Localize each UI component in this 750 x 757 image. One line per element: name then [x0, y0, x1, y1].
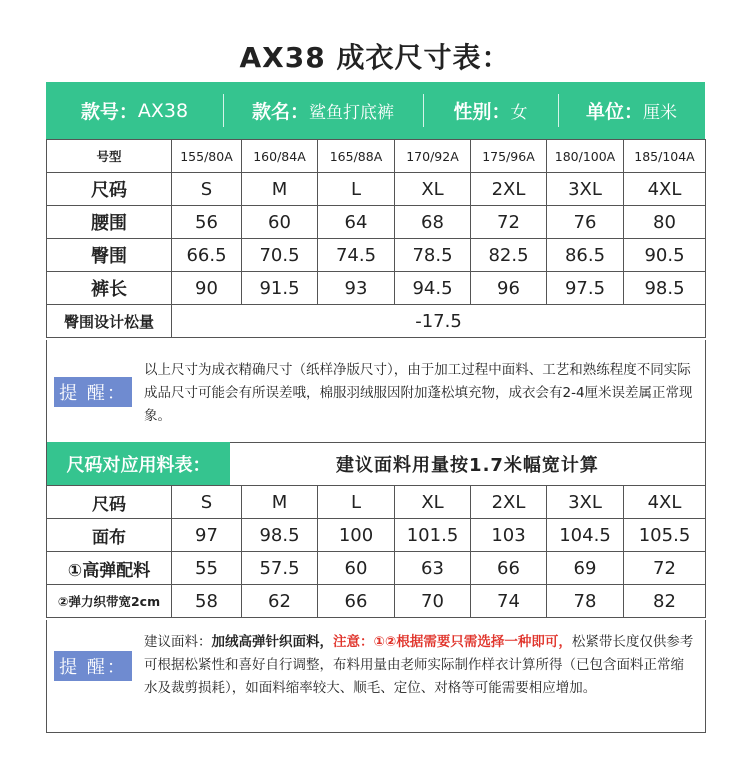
table-cell: 66.5 [172, 239, 242, 272]
table-cell: 82.5 [471, 239, 547, 272]
allowance-row [47, 305, 706, 338]
table-cell: 93 [318, 272, 395, 305]
reminder-text: 以上尺寸为成衣精确尺寸（纸样净版尺寸），由于加工过程中面料、工艺和熟练程度不同实际成品尺寸可能会有所误差哦，棉服羽绒服因附加蓬松填充物，成衣会有2-4厘米误差属正常现象。 [144, 362, 693, 424]
table-cell: 78 [547, 585, 624, 618]
fabric-usage-table [46, 485, 706, 618]
table-cell: 68 [395, 206, 471, 239]
table-cell: 175/96A [471, 140, 547, 173]
table-cell: 62 [242, 585, 318, 618]
page-title: AX38 成衣尺寸表： [239, 41, 511, 74]
row-label: 尺码 [47, 173, 172, 206]
table-cell: 70.5 [242, 239, 318, 272]
row-label: 臀围 [47, 239, 172, 272]
fabric-name: 加绒高弹针织面料， [211, 634, 333, 650]
fabric-lead: 建议面料： [144, 634, 212, 650]
table-cell: 2XL [471, 173, 547, 206]
table-cell: 90.5 [624, 239, 706, 272]
style-info-bar [46, 82, 705, 139]
table-cell: 96 [471, 272, 547, 305]
table-cell: S [172, 486, 242, 519]
table-cell: XL [395, 486, 471, 519]
unit-cell [558, 82, 705, 139]
table-cell: 94.5 [395, 272, 471, 305]
table-cell: 100 [318, 519, 395, 552]
table-row [47, 206, 706, 239]
row-label: 裤长 [47, 272, 172, 305]
table-cell: 64 [318, 206, 395, 239]
table-row [47, 519, 706, 552]
table-row [47, 552, 706, 585]
table-cell: 105.5 [624, 519, 706, 552]
reminder-badge: 提 醒： [54, 651, 132, 681]
table-cell: 72 [624, 552, 706, 585]
reminder-text [144, 631, 696, 700]
table-cell: 3XL [547, 486, 624, 519]
warning-text: 注意：①②根据需要只需选择一种即可， [333, 634, 572, 650]
row-label: 面布 [47, 519, 172, 552]
table-cell: 72 [471, 206, 547, 239]
fabric-usage-header [46, 442, 706, 485]
table-row [47, 140, 706, 173]
table-cell: 165/88A [318, 140, 395, 173]
table-cell: 69 [547, 552, 624, 585]
table-cell: 185/104A [624, 140, 706, 173]
unit-value: 厘米 [643, 103, 677, 123]
gender-value: 女 [510, 103, 528, 123]
row-label: ①高弹配料 [47, 552, 172, 585]
row-label: 腰围 [47, 206, 172, 239]
fabric-width-note: 建议面料用量按1.7米幅宽计算 [336, 454, 599, 476]
allowance-value: -17.5 [172, 305, 706, 338]
table-cell: 101.5 [395, 519, 471, 552]
style-name-key: 款名： [251, 101, 309, 123]
gender-key: 性别： [453, 101, 511, 123]
style-name-cell [223, 82, 423, 139]
style-number-value: AX38 [137, 99, 189, 122]
gender-cell [423, 82, 558, 139]
style-number-cell [46, 82, 223, 139]
table-cell: 97 [172, 519, 242, 552]
table-cell: 90 [172, 272, 242, 305]
table-cell: 170/92A [395, 140, 471, 173]
table-row [47, 585, 706, 618]
table-cell: 74.5 [318, 239, 395, 272]
fabric-usage-title: 尺码对应用料表： [47, 442, 230, 485]
table-row [47, 486, 706, 519]
table-cell: 80 [624, 206, 706, 239]
table-row [47, 239, 706, 272]
table-row [47, 173, 706, 206]
table-cell: 98.5 [242, 519, 318, 552]
table-cell: 104.5 [547, 519, 624, 552]
reminder-box-sizes [46, 340, 706, 443]
table-cell: L [318, 173, 395, 206]
table-cell: XL [395, 173, 471, 206]
row-label: ②弹力织带宽2cm [47, 585, 172, 618]
table-cell: 86.5 [547, 239, 624, 272]
table-cell: 91.5 [242, 272, 318, 305]
reminder-rest: 松紧带长度仅供参考可根据松紧性和喜好自行调整，布料用量由老师实际制作样衣计算所得（已包含面料正常缩水及裁剪损耗），如面料缩率较大、顺毛、定位、对格等可能需要相应增加。 [144, 634, 694, 696]
table-cell: M [242, 486, 318, 519]
table-cell: L [318, 486, 395, 519]
unit-key: 单位： [585, 101, 643, 123]
style-number-key: 款号： [80, 101, 138, 123]
table-cell: 76 [547, 206, 624, 239]
table-cell: S [172, 173, 242, 206]
table-cell: M [242, 173, 318, 206]
row-label: 号型 [47, 140, 172, 173]
table-cell: 4XL [624, 486, 706, 519]
style-name-value: 鲨鱼打底裤 [309, 103, 394, 123]
table-cell: 3XL [547, 173, 624, 206]
table-cell: 155/80A [172, 140, 242, 173]
table-cell: 97.5 [547, 272, 624, 305]
table-row [47, 272, 706, 305]
table-cell: 4XL [624, 173, 706, 206]
reminder-box-fabric [46, 620, 706, 733]
table-cell: 160/84A [242, 140, 318, 173]
table-cell: 78.5 [395, 239, 471, 272]
allowance-label: 臀围设计松量 [47, 305, 172, 338]
table-cell: 60 [242, 206, 318, 239]
table-cell: 82 [624, 585, 706, 618]
table-cell: 2XL [471, 486, 547, 519]
table-cell: 66 [471, 552, 547, 585]
table-cell: 56 [172, 206, 242, 239]
table-cell: 57.5 [242, 552, 318, 585]
table-cell: 98.5 [624, 272, 706, 305]
table-cell: 180/100A [547, 140, 624, 173]
reminder-badge: 提 醒： [54, 377, 132, 407]
table-cell: 60 [318, 552, 395, 585]
table-cell: 58 [172, 585, 242, 618]
row-label: 尺码 [47, 486, 172, 519]
table-cell: 74 [471, 585, 547, 618]
table-cell: 70 [395, 585, 471, 618]
table-cell: 66 [318, 585, 395, 618]
size-table [46, 139, 706, 338]
table-cell: 103 [471, 519, 547, 552]
table-cell: 55 [172, 552, 242, 585]
table-cell: 63 [395, 552, 471, 585]
